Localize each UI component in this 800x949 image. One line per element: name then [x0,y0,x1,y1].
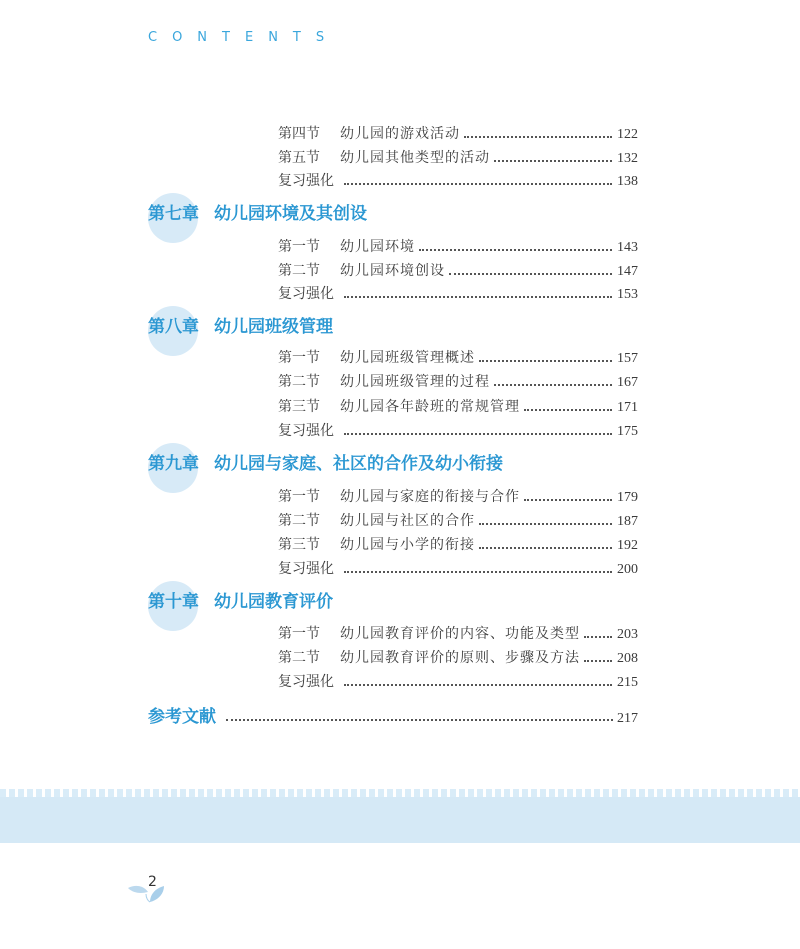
contents-header: CONTENTS [148,30,340,45]
footer-band-stripes [0,789,800,797]
section-title: 幼儿园教育评价的内容、功能及类型 [340,626,580,642]
section-number: 第一节 [278,350,320,366]
dot-leader [524,409,612,411]
section-number: 第五节 [278,150,320,166]
toc-entry[interactable] [278,236,638,256]
section-number: 复习强化 [278,286,334,302]
section-number: 复习强化 [278,173,334,189]
section-number: 第二节 [278,263,320,279]
toc-entry[interactable] [278,170,638,190]
section-number: 第一节 [278,489,320,505]
section-title: 幼儿园的游戏活动 [340,126,460,142]
toc-entry[interactable] [278,260,638,280]
section-title: 幼儿园与社区的合作 [340,513,475,529]
dot-leader [464,136,612,138]
toc-entry[interactable] [278,558,638,578]
toc-entry[interactable] [278,510,638,530]
page-number: 167 [617,375,638,390]
chapter-title: 幼儿园环境及其创设 [214,204,367,224]
page-number: 200 [617,562,638,577]
toc-entry[interactable] [278,123,638,143]
references-entry[interactable] [148,705,638,727]
page-number: 203 [617,627,638,642]
page-number: 147 [617,264,638,279]
page-number: 208 [617,651,638,666]
section-number: 复习强化 [278,674,334,690]
page-number: 171 [617,400,638,415]
footer-band [0,797,800,843]
page-number: 122 [617,127,638,142]
page-number: 132 [617,151,638,166]
dot-leader [419,249,612,251]
toc-entry[interactable] [278,534,638,554]
section-number: 复习强化 [278,423,334,439]
chapter-title: 幼儿园班级管理 [214,317,333,337]
chapter-number: 第九章 [148,454,199,474]
chapter-number: 第七章 [148,204,199,224]
toc-entry[interactable] [278,347,638,367]
page-number: 179 [617,490,638,505]
toc-entry[interactable] [278,486,638,506]
section-number: 第二节 [278,374,320,390]
section-title: 幼儿园班级管理概述 [340,350,475,366]
section-number: 第一节 [278,626,320,642]
section-number: 第二节 [278,650,320,666]
section-number: 复习强化 [278,561,334,577]
chapter-title: 幼儿园教育评价 [214,592,333,612]
section-number: 第一节 [278,239,320,255]
dot-leader [344,684,612,686]
page-number: 192 [617,538,638,553]
dot-leader [584,636,612,638]
dot-leader [226,719,613,721]
footer-page-number: 2 [148,874,157,890]
references-label: 参考文献 [148,707,216,727]
toc-entry[interactable] [278,283,638,303]
dot-leader [344,433,612,435]
section-title: 幼儿园各年龄班的常规管理 [340,399,520,415]
toc-entry[interactable] [278,147,638,167]
dot-leader [494,160,612,162]
page-number: 157 [617,351,638,366]
dot-leader [584,660,612,662]
toc-entry[interactable] [278,420,638,440]
section-number: 第二节 [278,513,320,529]
page-number: 153 [617,287,638,302]
dot-leader [449,273,612,275]
page-number: 138 [617,174,638,189]
toc-entry[interactable] [278,396,638,416]
section-title: 幼儿园教育评价的原则、步骤及方法 [340,650,580,666]
chapter-title: 幼儿园与家庭、社区的合作及幼小衔接 [214,454,503,474]
chapter-number: 第十章 [148,592,199,612]
dot-leader [344,183,612,185]
page-number: 143 [617,240,638,255]
page-number: 217 [617,711,638,726]
dot-leader [479,547,612,549]
dot-leader [344,571,612,573]
dot-leader [524,499,612,501]
dot-leader [479,360,612,362]
toc-entry[interactable] [278,647,638,667]
page-number: 187 [617,514,638,529]
section-title: 幼儿园环境 [340,239,415,255]
dot-leader [344,296,612,298]
page-number: 215 [617,675,638,690]
dot-leader [494,384,612,386]
section-title: 幼儿园班级管理的过程 [340,374,490,390]
toc-entry[interactable] [278,623,638,643]
section-title: 幼儿园与小学的衔接 [340,537,475,553]
section-number: 第三节 [278,399,320,415]
dot-leader [479,523,612,525]
toc-entry[interactable] [278,671,638,691]
section-title: 幼儿园与家庭的衔接与合作 [340,489,520,505]
page-number: 175 [617,424,638,439]
section-number: 第四节 [278,126,320,142]
section-title: 幼儿园环境创设 [340,263,445,279]
toc-entry[interactable] [278,371,638,391]
section-number: 第三节 [278,537,320,553]
chapter-number: 第八章 [148,317,199,337]
section-title: 幼儿园其他类型的活动 [340,150,490,166]
